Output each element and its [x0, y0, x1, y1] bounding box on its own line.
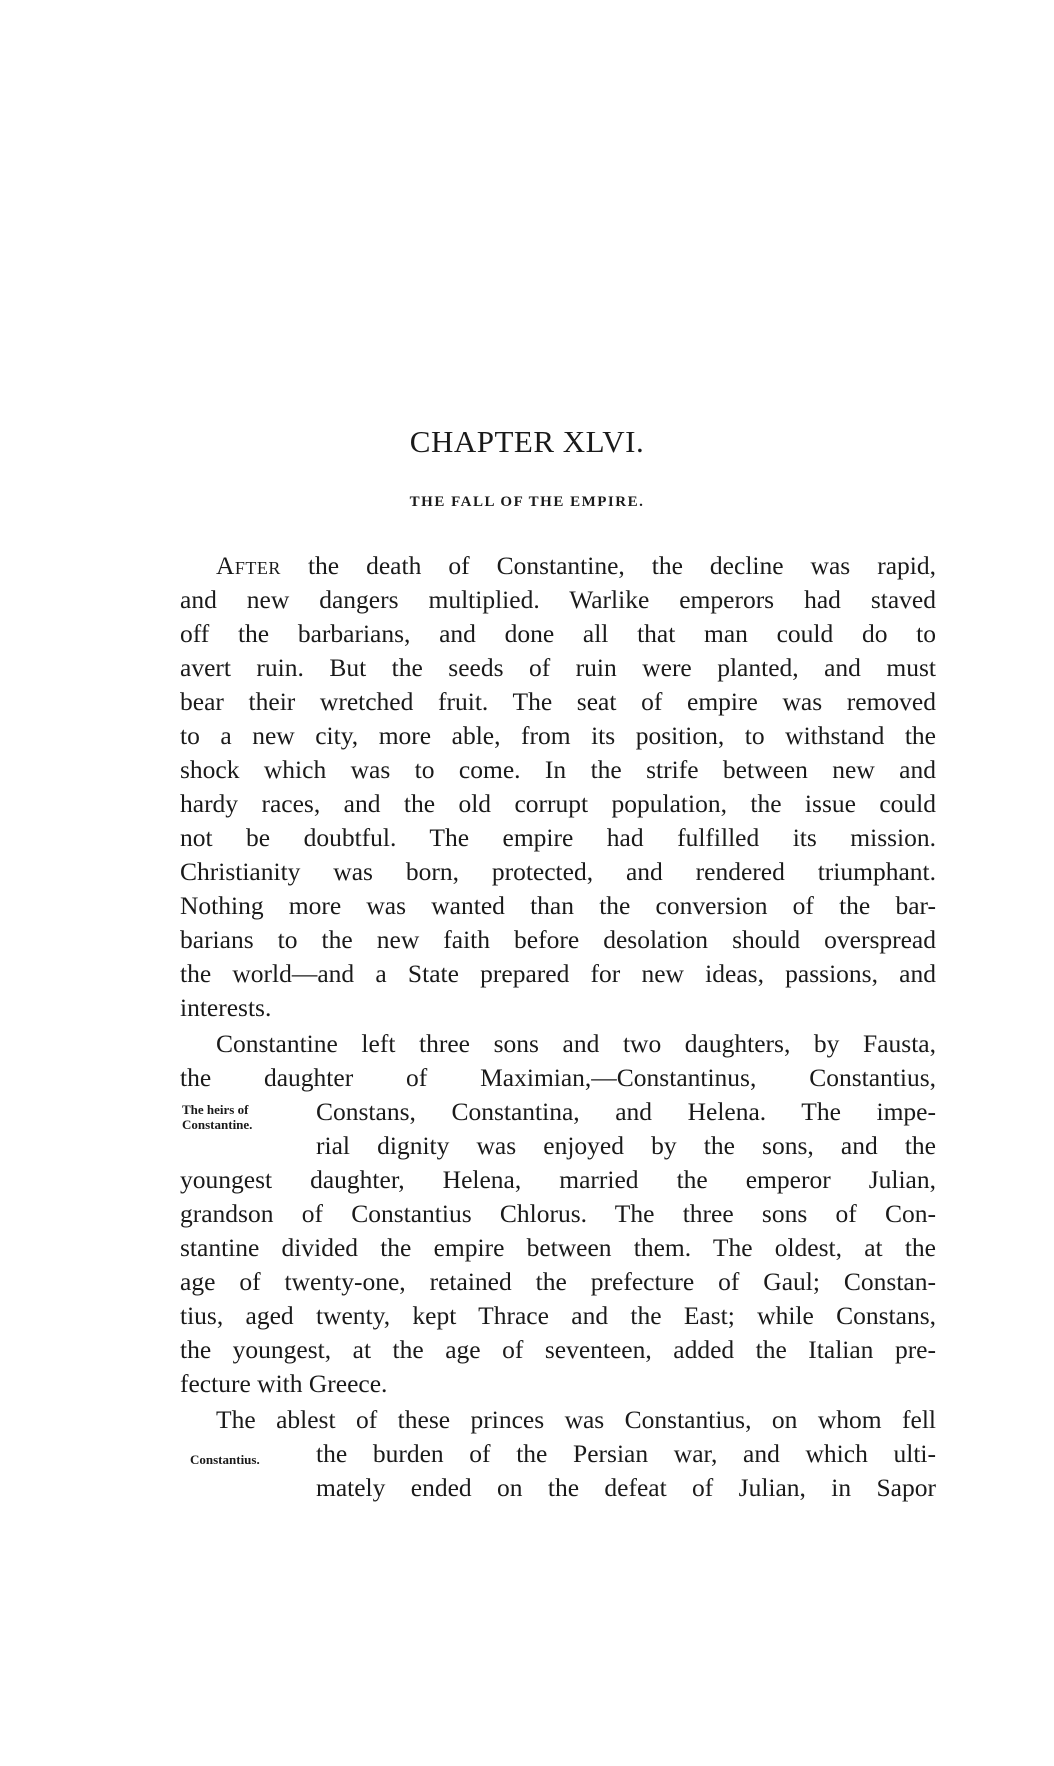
- paragraph-2-line: rial dignity was enjoyed by the sons, and the: [316, 1131, 936, 1160]
- paragraph-2-line: Constantine left three sons and two daughters, by Fausta,: [216, 1029, 936, 1058]
- paragraph-2-line: tius, aged twenty, kept Thrace and the East; while Constans,: [180, 1301, 936, 1330]
- chapter-title: CHAPTER XLVI.: [409, 424, 645, 459]
- paragraph-1-line: barians to the new faith before desolation should overspread: [180, 925, 936, 954]
- paragraph-1-line: hardy races, and the old corrupt population, the issue could: [180, 789, 936, 818]
- paragraph-2-line: the daughter of Maximian,—Constantinus, Constantius,: [180, 1063, 936, 1092]
- paragraph-1-line: the world—and a State prepared for new ideas, passions, and: [180, 959, 936, 988]
- paragraph-2-line: grandson of Constantius Chlorus. The three sons of Con-: [180, 1199, 936, 1228]
- paragraph-1-line: [216, 548, 936, 584]
- paragraph-3-line: mately ended on the defeat of Julian, in Sapor: [316, 1473, 936, 1502]
- paragraph-2-line: youngest daughter, Helena, married the emperor Julian,: [180, 1165, 936, 1194]
- paragraph-1-line: interests.: [180, 993, 272, 1022]
- paragraph-1-line: Nothing more was wanted than the conversion of the bar-: [180, 891, 936, 920]
- paragraph-1-line: not be doubtful. The empire had fulfilled its mission.: [180, 823, 936, 852]
- margin-note-constantius: Constantius.: [190, 1452, 260, 1467]
- drop-word: After: [216, 551, 281, 580]
- chapter-subtitle: THE FALL OF THE EMPIRE.: [409, 494, 645, 510]
- paragraph-2-line: fecture with Greece.: [180, 1369, 388, 1398]
- paragraph-3-line: The ablest of these princes was Constantius, on whom fell: [216, 1405, 936, 1434]
- paragraph-1-line: avert ruin. But the seeds of ruin were planted, and must: [180, 653, 936, 682]
- margin-note-heirs: [182, 1102, 252, 1132]
- paragraph-2-line: Constans, Constantina, and Helena. The impe-: [316, 1097, 936, 1126]
- paragraph-3-line: the burden of the Persian war, and which ulti-: [316, 1439, 936, 1468]
- margin-note-line: The heirs of: [182, 1102, 249, 1117]
- paragraph-1-line: Christianity was born, protected, and rendered triumphant.: [180, 857, 936, 886]
- paragraph-1-line: bear their wretched fruit. The seat of empire was removed: [180, 687, 936, 716]
- line-text: the death of Constantine, the decline was rapid,: [280, 551, 936, 580]
- paragraph-1-line: and new dangers multiplied. Warlike emperors had staved: [180, 585, 936, 614]
- paragraph-1-line: off the barbarians, and done all that man could do to: [180, 619, 936, 648]
- paragraph-2-line: age of twenty-one, retained the prefecture of Gaul; Constan-: [180, 1267, 936, 1296]
- paragraph-2-line: the youngest, at the age of seventeen, added the Italian pre-: [180, 1335, 936, 1364]
- paragraph-1-line: shock which was to come. In the strife between new and: [180, 755, 936, 784]
- margin-note-line: Constantine.: [182, 1117, 253, 1132]
- paragraph-2-line: stantine divided the empire between them. The oldest, at the: [180, 1233, 936, 1262]
- paragraph-1-line: to a new city, more able, from its position, to withstand the: [180, 721, 936, 750]
